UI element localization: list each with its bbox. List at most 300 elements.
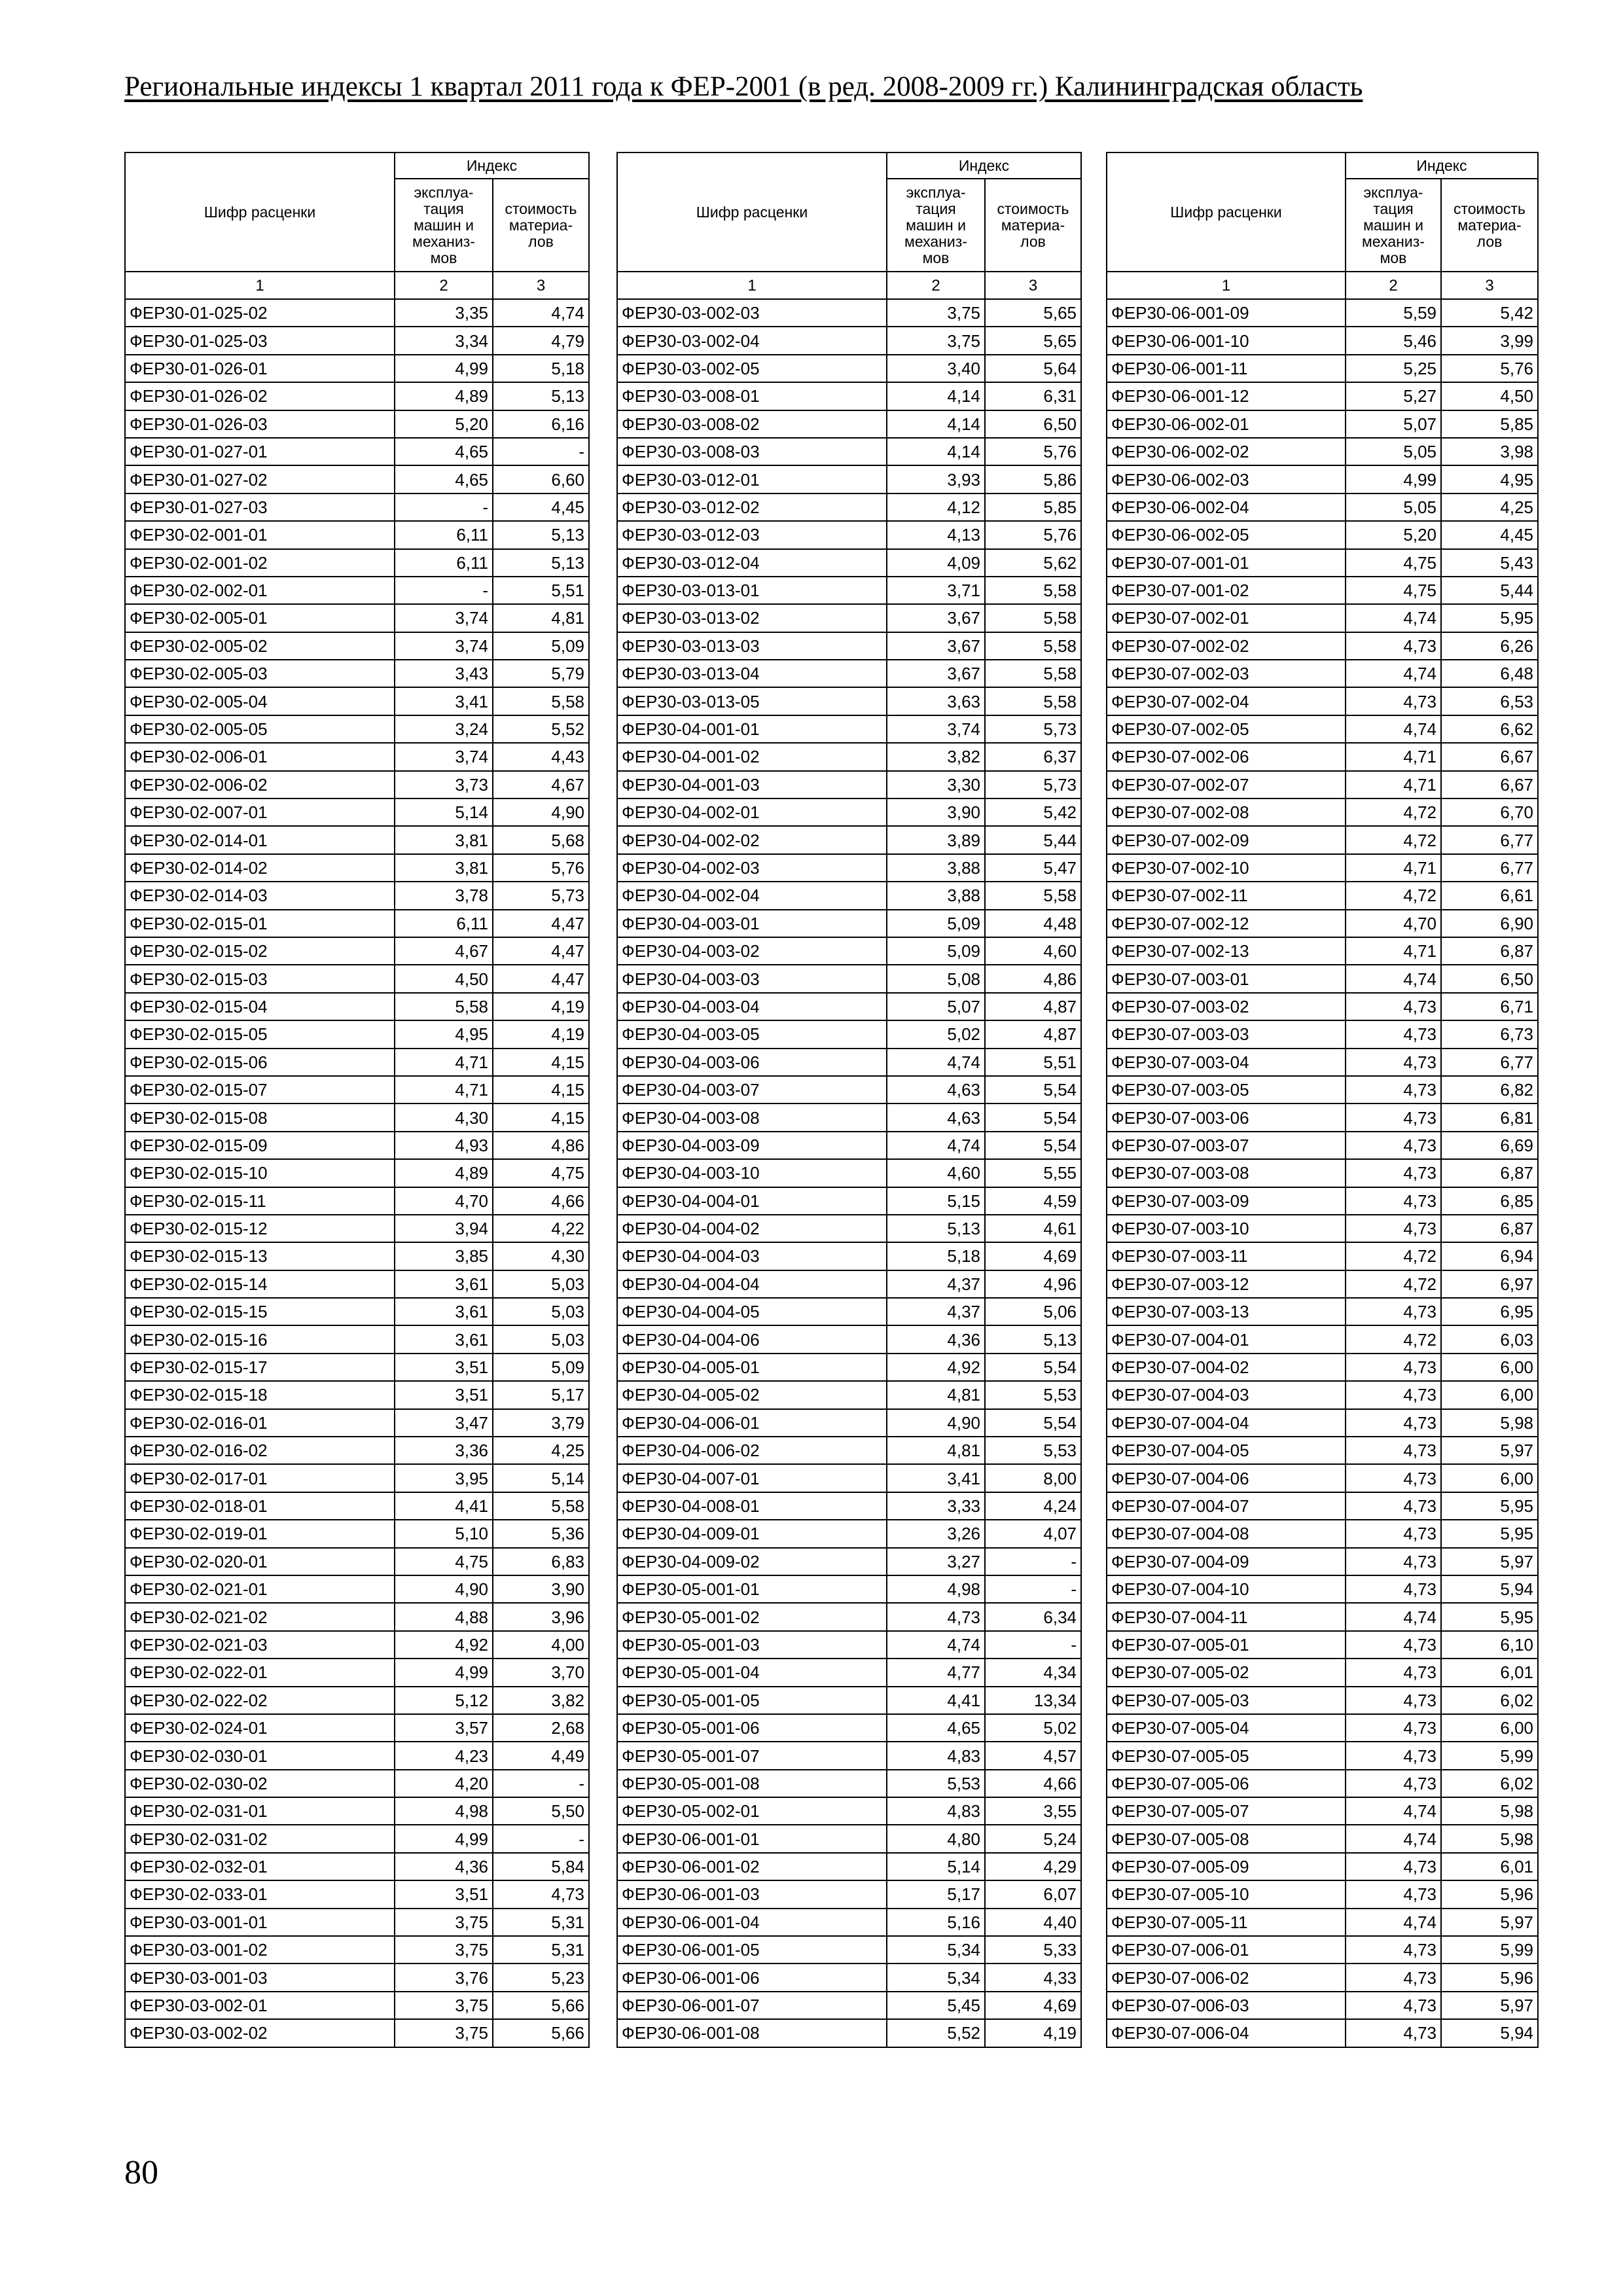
machines-index-cell: 4,36 <box>887 1325 985 1353</box>
materials-index-cell: 4,24 <box>985 1492 1081 1520</box>
rate-code-cell: ФЕР30-05-001-05 <box>617 1687 887 1714</box>
machines-index-cell: 4,74 <box>887 1049 985 1076</box>
machines-index-cell: 4,73 <box>1346 1742 1441 1769</box>
materials-index-cell: 4,66 <box>985 1770 1081 1797</box>
machines-index-cell: 4,70 <box>1346 910 1441 937</box>
rate-code-cell: ФЕР30-02-031-01 <box>125 1797 395 1825</box>
machines-index-cell: 4,30 <box>395 1103 493 1131</box>
rate-code-cell: ФЕР30-04-003-08 <box>617 1103 887 1131</box>
materials-index-cell: 6,10 <box>1441 1631 1538 1659</box>
rate-code-cell: ФЕР30-06-002-04 <box>1107 493 1346 521</box>
machines-index-cell: 4,74 <box>1346 1825 1441 1852</box>
materials-index-cell: 3,99 <box>1441 327 1538 354</box>
rate-code-cell: ФЕР30-07-002-01 <box>1107 604 1346 632</box>
rate-code-cell: ФЕР30-07-003-10 <box>1107 1215 1346 1242</box>
rate-code-cell: ФЕР30-04-003-09 <box>617 1132 887 1159</box>
materials-index-cell: 4,43 <box>493 743 589 770</box>
rate-code-cell: ФЕР30-02-006-02 <box>125 771 395 798</box>
rate-code-cell: ФЕР30-07-006-02 <box>1107 1964 1346 1991</box>
materials-index-cell: 5,50 <box>493 1797 589 1825</box>
rate-code-cell: ФЕР30-03-002-05 <box>617 355 887 382</box>
rate-code-cell: ФЕР30-07-006-01 <box>1107 1936 1346 1964</box>
machines-index-cell: 4,73 <box>1346 1492 1441 1520</box>
table-row <box>1107 965 1538 992</box>
rate-code-cell: ФЕР30-03-002-02 <box>125 2019 395 2047</box>
table-row <box>125 1659 589 1686</box>
rate-code-cell: ФЕР30-07-004-07 <box>1107 1492 1346 1520</box>
materials-index-cell: 5,65 <box>985 327 1081 354</box>
materials-index-cell: 6,97 <box>1441 1270 1538 1298</box>
rate-code-cell: ФЕР30-04-001-01 <box>617 715 887 743</box>
machines-index-cell: 4,37 <box>887 1298 985 1325</box>
materials-index-cell: 3,55 <box>985 1797 1081 1825</box>
materials-index-cell: 3,82 <box>493 1687 589 1714</box>
machines-index-cell: 4,99 <box>1346 465 1441 493</box>
machines-index-cell: 4,13 <box>887 521 985 548</box>
materials-index-cell: 6,62 <box>1441 715 1538 743</box>
machines-index-cell: 5,05 <box>1346 438 1441 465</box>
table-row <box>1107 1687 1538 1714</box>
machines-index-cell: 5,25 <box>1346 355 1441 382</box>
header-machines: эксплуа- тация машин и механиз- мов <box>887 179 985 272</box>
machines-index-cell: 4,92 <box>887 1354 985 1381</box>
table-row <box>125 1797 589 1825</box>
machines-index-cell: 4,73 <box>1346 1714 1441 1742</box>
rate-code-cell: ФЕР30-06-001-05 <box>617 1936 887 1964</box>
rate-code-cell: ФЕР30-07-003-04 <box>1107 1049 1346 1076</box>
rate-code-cell: ФЕР30-07-005-07 <box>1107 1797 1346 1825</box>
machines-index-cell: 5,08 <box>887 965 985 992</box>
rate-code-cell: ФЕР30-05-001-02 <box>617 1603 887 1630</box>
machines-index-cell: 4,74 <box>1346 715 1441 743</box>
machines-index-cell: 4,75 <box>395 1548 493 1575</box>
materials-index-cell: 5,58 <box>985 687 1081 715</box>
rate-code-cell: ФЕР30-03-012-02 <box>617 493 887 521</box>
rate-code-cell: ФЕР30-03-012-01 <box>617 465 887 493</box>
table-row <box>125 1298 589 1325</box>
header-index: Индекс <box>395 152 589 179</box>
table-row <box>1107 1103 1538 1131</box>
machines-index-cell: 3,76 <box>395 1964 493 1991</box>
materials-index-cell: 5,94 <box>1441 1575 1538 1603</box>
machines-index-cell: 3,51 <box>395 1880 493 1908</box>
table-row <box>617 743 1081 770</box>
materials-index-cell: - <box>985 1548 1081 1575</box>
table-row <box>125 493 589 521</box>
machines-index-cell: 5,14 <box>395 798 493 826</box>
machines-index-cell: 4,74 <box>1346 660 1441 687</box>
rate-code-cell: ФЕР30-01-027-03 <box>125 493 395 521</box>
materials-index-cell: 5,13 <box>493 521 589 548</box>
materials-index-cell: 4,19 <box>493 993 589 1020</box>
machines-index-cell: 4,73 <box>1346 1936 1441 1964</box>
materials-index-cell: 6,60 <box>493 465 589 493</box>
rate-code-cell: ФЕР30-07-006-04 <box>1107 2019 1346 2047</box>
rate-code-cell: ФЕР30-04-002-03 <box>617 854 887 882</box>
machines-index-cell: 4,73 <box>887 1603 985 1630</box>
machines-index-cell: 4,81 <box>887 1437 985 1464</box>
machines-index-cell: 3,41 <box>395 687 493 715</box>
machines-index-cell: 4,70 <box>395 1187 493 1215</box>
machines-index-cell: 5,20 <box>1346 521 1441 548</box>
table-row <box>1107 993 1538 1020</box>
machines-index-cell: 3,40 <box>887 355 985 382</box>
materials-index-cell: 4,81 <box>493 604 589 632</box>
machines-index-cell: 3,57 <box>395 1714 493 1742</box>
rate-code-cell: ФЕР30-01-027-02 <box>125 465 395 493</box>
materials-index-cell: 3,70 <box>493 1659 589 1686</box>
materials-index-cell: 4,19 <box>985 2019 1081 2047</box>
table-row <box>617 1103 1081 1131</box>
table-row <box>125 1825 589 1852</box>
rate-code-cell: ФЕР30-04-002-02 <box>617 826 887 853</box>
machines-index-cell: 5,34 <box>887 1964 985 1991</box>
machines-index-cell: 3,75 <box>395 1992 493 2019</box>
rate-code-cell: ФЕР30-02-015-17 <box>125 1354 395 1381</box>
rate-code-cell: ФЕР30-07-003-07 <box>1107 1132 1346 1159</box>
machines-index-cell: 3,35 <box>395 299 493 327</box>
rate-code-cell: ФЕР30-04-003-10 <box>617 1159 887 1187</box>
table-row <box>125 1714 589 1742</box>
table-row <box>1107 1354 1538 1381</box>
table-row <box>125 937 589 965</box>
materials-index-cell: 6,48 <box>1441 660 1538 687</box>
machines-index-cell: 4,73 <box>1346 1187 1441 1215</box>
table-row <box>125 826 589 853</box>
machines-index-cell: 3,73 <box>395 771 493 798</box>
machines-index-cell: 4,99 <box>395 355 493 382</box>
materials-index-cell: 6,37 <box>985 743 1081 770</box>
materials-index-cell: 5,54 <box>985 1103 1081 1131</box>
table-row <box>125 1049 589 1076</box>
materials-index-cell: 5,31 <box>493 1936 589 1964</box>
materials-index-cell: 4,49 <box>493 1742 589 1769</box>
table-row <box>125 965 589 992</box>
machines-index-cell: 4,14 <box>887 382 985 410</box>
table-row <box>617 1742 1081 1769</box>
rate-code-cell: ФЕР30-02-015-12 <box>125 1215 395 1242</box>
machines-index-cell: 4,73 <box>1346 1409 1441 1437</box>
materials-index-cell: 4,67 <box>493 771 589 798</box>
materials-index-cell: 5,55 <box>985 1159 1081 1187</box>
table-row <box>125 549 589 577</box>
rate-code-cell: ФЕР30-07-005-06 <box>1107 1770 1346 1797</box>
machines-index-cell: 3,90 <box>887 798 985 826</box>
materials-index-cell: 5,76 <box>985 521 1081 548</box>
table-row <box>1107 826 1538 853</box>
rate-code-cell: ФЕР30-02-005-01 <box>125 604 395 632</box>
machines-index-cell: 4,89 <box>395 1159 493 1187</box>
materials-index-cell: 4,86 <box>493 1132 589 1159</box>
rate-code-cell: ФЕР30-04-006-01 <box>617 1409 887 1437</box>
table-row <box>617 826 1081 853</box>
materials-index-cell: 5,02 <box>985 1714 1081 1742</box>
materials-index-cell: 6,01 <box>1441 1853 1538 1880</box>
machines-index-cell: 4,88 <box>395 1603 493 1630</box>
materials-index-cell: 4,47 <box>493 937 589 965</box>
rate-code-cell: ФЕР30-02-001-01 <box>125 521 395 548</box>
materials-index-cell: 5,96 <box>1441 1964 1538 1991</box>
rate-code-cell: ФЕР30-07-003-06 <box>1107 1103 1346 1131</box>
rates-table-2 <box>616 152 1082 2048</box>
table-row <box>1107 2019 1538 2047</box>
table-row <box>1107 882 1538 909</box>
materials-index-cell: 4,90 <box>493 798 589 826</box>
table-row <box>125 715 589 743</box>
table-row <box>1107 1298 1538 1325</box>
rate-code-cell: ФЕР30-02-021-01 <box>125 1575 395 1603</box>
materials-index-cell: 5,51 <box>493 577 589 604</box>
rate-code-cell: ФЕР30-07-005-11 <box>1107 1909 1346 1936</box>
materials-index-cell: 5,97 <box>1441 1992 1538 2019</box>
machines-index-cell: 4,72 <box>1346 826 1441 853</box>
rate-code-cell: ФЕР30-02-031-02 <box>125 1825 395 1852</box>
table-row <box>125 854 589 882</box>
machines-index-cell: 4,73 <box>1346 1548 1441 1575</box>
materials-index-cell: 6,94 <box>1441 1242 1538 1270</box>
rate-code-cell: ФЕР30-05-001-04 <box>617 1659 887 1686</box>
table-row <box>617 1492 1081 1520</box>
materials-index-cell: 8,00 <box>985 1464 1081 1492</box>
machines-index-cell: 3,24 <box>395 715 493 743</box>
materials-index-cell: 6,53 <box>1441 687 1538 715</box>
materials-index-cell: 4,33 <box>985 1964 1081 1991</box>
rate-code-cell: ФЕР30-07-002-08 <box>1107 798 1346 826</box>
table-row <box>617 854 1081 882</box>
table-row <box>617 549 1081 577</box>
table-row <box>617 1242 1081 1270</box>
machines-index-cell: 4,74 <box>1346 1603 1441 1630</box>
table-row <box>1107 1659 1538 1686</box>
machines-index-cell: 3,47 <box>395 1409 493 1437</box>
machines-index-cell: 5,59 <box>1346 299 1441 327</box>
rate-code-cell: ФЕР30-02-015-15 <box>125 1298 395 1325</box>
materials-index-cell: 5,97 <box>1441 1437 1538 1464</box>
machines-index-cell: 5,09 <box>887 937 985 965</box>
rate-code-cell: ФЕР30-02-002-01 <box>125 577 395 604</box>
table-row <box>1107 1631 1538 1659</box>
machines-index-cell: 4,73 <box>1346 2019 1441 2047</box>
materials-index-cell: 5,09 <box>493 632 589 660</box>
rate-code-cell: ФЕР30-04-004-02 <box>617 1215 887 1242</box>
materials-index-cell: 4,69 <box>985 1992 1081 2019</box>
table-row <box>617 1520 1081 1547</box>
header-materials: стоимость материа- лов <box>1441 179 1538 272</box>
table-row <box>1107 1049 1538 1076</box>
rate-code-cell: ФЕР30-03-008-01 <box>617 382 887 410</box>
materials-index-cell: 6,90 <box>1441 910 1538 937</box>
table-row <box>125 1076 589 1103</box>
machines-index-cell: 4,36 <box>395 1853 493 1880</box>
rate-code-cell: ФЕР30-06-002-01 <box>1107 410 1346 438</box>
rate-code-cell: ФЕР30-04-003-07 <box>617 1076 887 1103</box>
table-row <box>1107 743 1538 770</box>
table-row <box>125 1325 589 1353</box>
materials-index-cell: 5,53 <box>985 1437 1081 1464</box>
table-row <box>1107 327 1538 354</box>
rate-code-cell: ФЕР30-03-002-01 <box>125 1992 395 2019</box>
rate-code-cell: ФЕР30-06-001-10 <box>1107 327 1346 354</box>
table-row <box>1107 1464 1538 1492</box>
table-row <box>125 577 589 604</box>
machines-index-cell: 3,67 <box>887 604 985 632</box>
machines-index-cell: 4,74 <box>887 1631 985 1659</box>
rate-code-cell: ФЕР30-07-002-13 <box>1107 937 1346 965</box>
materials-index-cell: 5,03 <box>493 1270 589 1298</box>
rate-code-cell: ФЕР30-03-001-02 <box>125 1936 395 1964</box>
rate-code-cell: ФЕР30-02-022-01 <box>125 1659 395 1686</box>
table-row <box>1107 438 1538 465</box>
table-row <box>617 521 1081 548</box>
materials-index-cell: 6,00 <box>1441 1714 1538 1742</box>
materials-index-cell: - <box>493 1770 589 1797</box>
rate-code-cell: ФЕР30-03-013-04 <box>617 660 887 687</box>
materials-index-cell: 5,18 <box>493 355 589 382</box>
rate-code-cell: ФЕР30-07-005-02 <box>1107 1659 1346 1686</box>
machines-index-cell: 4,65 <box>395 438 493 465</box>
rate-code-cell: ФЕР30-02-017-01 <box>125 1464 395 1492</box>
materials-index-cell: 6,71 <box>1441 993 1538 1020</box>
materials-index-cell: 5,42 <box>985 798 1081 826</box>
rate-code-cell: ФЕР30-07-003-05 <box>1107 1076 1346 1103</box>
materials-index-cell: 4,22 <box>493 1215 589 1242</box>
machines-index-cell: 4,73 <box>1346 1659 1441 1686</box>
table-row <box>125 1103 589 1131</box>
machines-index-cell: 3,81 <box>395 854 493 882</box>
materials-index-cell: 5,58 <box>493 1492 589 1520</box>
rate-code-cell: ФЕР30-02-005-02 <box>125 632 395 660</box>
rate-code-cell: ФЕР30-04-009-01 <box>617 1520 887 1547</box>
table-row <box>125 382 589 410</box>
machines-index-cell: 4,72 <box>1346 1242 1441 1270</box>
machines-index-cell: 5,52 <box>887 2019 985 2047</box>
table-row <box>125 687 589 715</box>
table-row <box>617 1548 1081 1575</box>
machines-index-cell: 3,33 <box>887 1492 985 1520</box>
machines-index-cell: 3,30 <box>887 771 985 798</box>
table-row <box>125 465 589 493</box>
materials-index-cell: - <box>493 1825 589 1852</box>
table-row <box>125 798 589 826</box>
table-row <box>617 715 1081 743</box>
machines-index-cell: 4,09 <box>887 549 985 577</box>
rate-code-cell: ФЕР30-02-015-01 <box>125 910 395 937</box>
rates-table-1 <box>124 152 590 2048</box>
header-machines: эксплуа- тация машин и механиз- мов <box>1346 179 1441 272</box>
materials-index-cell: - <box>493 438 589 465</box>
materials-index-cell: 6,67 <box>1441 771 1538 798</box>
machines-index-cell: 4,20 <box>395 1770 493 1797</box>
materials-index-cell: 5,99 <box>1441 1742 1538 1769</box>
materials-index-cell: 5,68 <box>493 826 589 853</box>
table-row <box>617 1659 1081 1686</box>
table-row <box>617 1603 1081 1630</box>
table-row <box>1107 1492 1538 1520</box>
table-row <box>1107 1880 1538 1908</box>
materials-index-cell: 5,44 <box>985 826 1081 853</box>
rate-code-cell: ФЕР30-02-015-16 <box>125 1325 395 1353</box>
table-row <box>617 1880 1081 1908</box>
machines-index-cell: 4,73 <box>1346 1354 1441 1381</box>
table-row <box>125 1409 589 1437</box>
table-row <box>617 1409 1081 1437</box>
rate-code-cell: ФЕР30-05-001-07 <box>617 1742 887 1769</box>
table-row <box>617 1992 1081 2019</box>
rate-code-cell: ФЕР30-04-005-01 <box>617 1354 887 1381</box>
rate-code-cell: ФЕР30-07-004-11 <box>1107 1603 1346 1630</box>
rate-code-cell: ФЕР30-02-005-03 <box>125 660 395 687</box>
rate-code-cell: ФЕР30-05-002-01 <box>617 1797 887 1825</box>
materials-index-cell: 4,15 <box>493 1049 589 1076</box>
header-machines: эксплуа- тация машин и механиз- мов <box>395 179 493 272</box>
table-row <box>1107 1964 1538 1991</box>
machines-index-cell: 4,50 <box>395 965 493 992</box>
machines-index-cell: 5,46 <box>1346 327 1441 354</box>
table-row <box>617 2019 1081 2047</box>
machines-index-cell: 5,07 <box>1346 410 1441 438</box>
table-row <box>1107 1548 1538 1575</box>
rate-code-cell: ФЕР30-07-005-10 <box>1107 1880 1346 1908</box>
table-row <box>1107 521 1538 548</box>
machines-index-cell: 3,74 <box>395 604 493 632</box>
table-row <box>617 1437 1081 1464</box>
materials-index-cell: 4,87 <box>985 1020 1081 1048</box>
machines-index-cell: 4,14 <box>887 438 985 465</box>
rate-code-cell: ФЕР30-06-002-03 <box>1107 465 1346 493</box>
machines-index-cell: 4,73 <box>1346 1631 1441 1659</box>
table-row <box>125 882 589 909</box>
rate-code-cell: ФЕР30-03-013-01 <box>617 577 887 604</box>
header-index: Индекс <box>1346 152 1538 179</box>
machines-index-cell: 4,73 <box>1346 1381 1441 1408</box>
rate-code-cell: ФЕР30-04-006-02 <box>617 1437 887 1464</box>
machines-index-cell: 3,88 <box>887 854 985 882</box>
table-row <box>1107 910 1538 937</box>
table-row <box>617 1687 1081 1714</box>
machines-index-cell: 5,05 <box>1346 493 1441 521</box>
materials-index-cell: 6,73 <box>1441 1020 1538 1048</box>
rate-code-cell: ФЕР30-07-002-09 <box>1107 826 1346 853</box>
header-code: Шифр расценки <box>617 152 887 272</box>
rate-code-cell: ФЕР30-07-005-04 <box>1107 1714 1346 1742</box>
machines-index-cell: 5,17 <box>887 1880 985 1908</box>
machines-index-cell: 4,37 <box>887 1270 985 1298</box>
rate-code-cell: ФЕР30-05-001-08 <box>617 1770 887 1797</box>
materials-index-cell: 4,45 <box>493 493 589 521</box>
rate-code-cell: ФЕР30-07-004-10 <box>1107 1575 1346 1603</box>
machines-index-cell: 3,41 <box>887 1464 985 1492</box>
machines-index-cell: 4,73 <box>1346 1687 1441 1714</box>
table-row <box>617 798 1081 826</box>
table-row <box>617 993 1081 1020</box>
machines-index-cell: 3,71 <box>887 577 985 604</box>
rate-code-cell: ФЕР30-07-002-11 <box>1107 882 1346 909</box>
rate-code-cell: ФЕР30-04-001-03 <box>617 771 887 798</box>
rate-code-cell: ФЕР30-07-001-01 <box>1107 549 1346 577</box>
materials-index-cell: 5,24 <box>985 1825 1081 1852</box>
rate-code-cell: ФЕР30-02-032-01 <box>125 1853 395 1880</box>
table-row <box>1107 660 1538 687</box>
materials-index-cell: 4,25 <box>1441 493 1538 521</box>
table-row <box>1107 577 1538 604</box>
materials-index-cell: 6,34 <box>985 1603 1081 1630</box>
header-num-3: 3 <box>1441 272 1538 299</box>
machines-index-cell: 3,78 <box>395 882 493 909</box>
machines-index-cell: 4,75 <box>1346 549 1441 577</box>
machines-index-cell: 4,73 <box>1346 1437 1441 1464</box>
machines-index-cell: 4,99 <box>395 1659 493 1686</box>
materials-index-cell: 4,60 <box>985 937 1081 965</box>
